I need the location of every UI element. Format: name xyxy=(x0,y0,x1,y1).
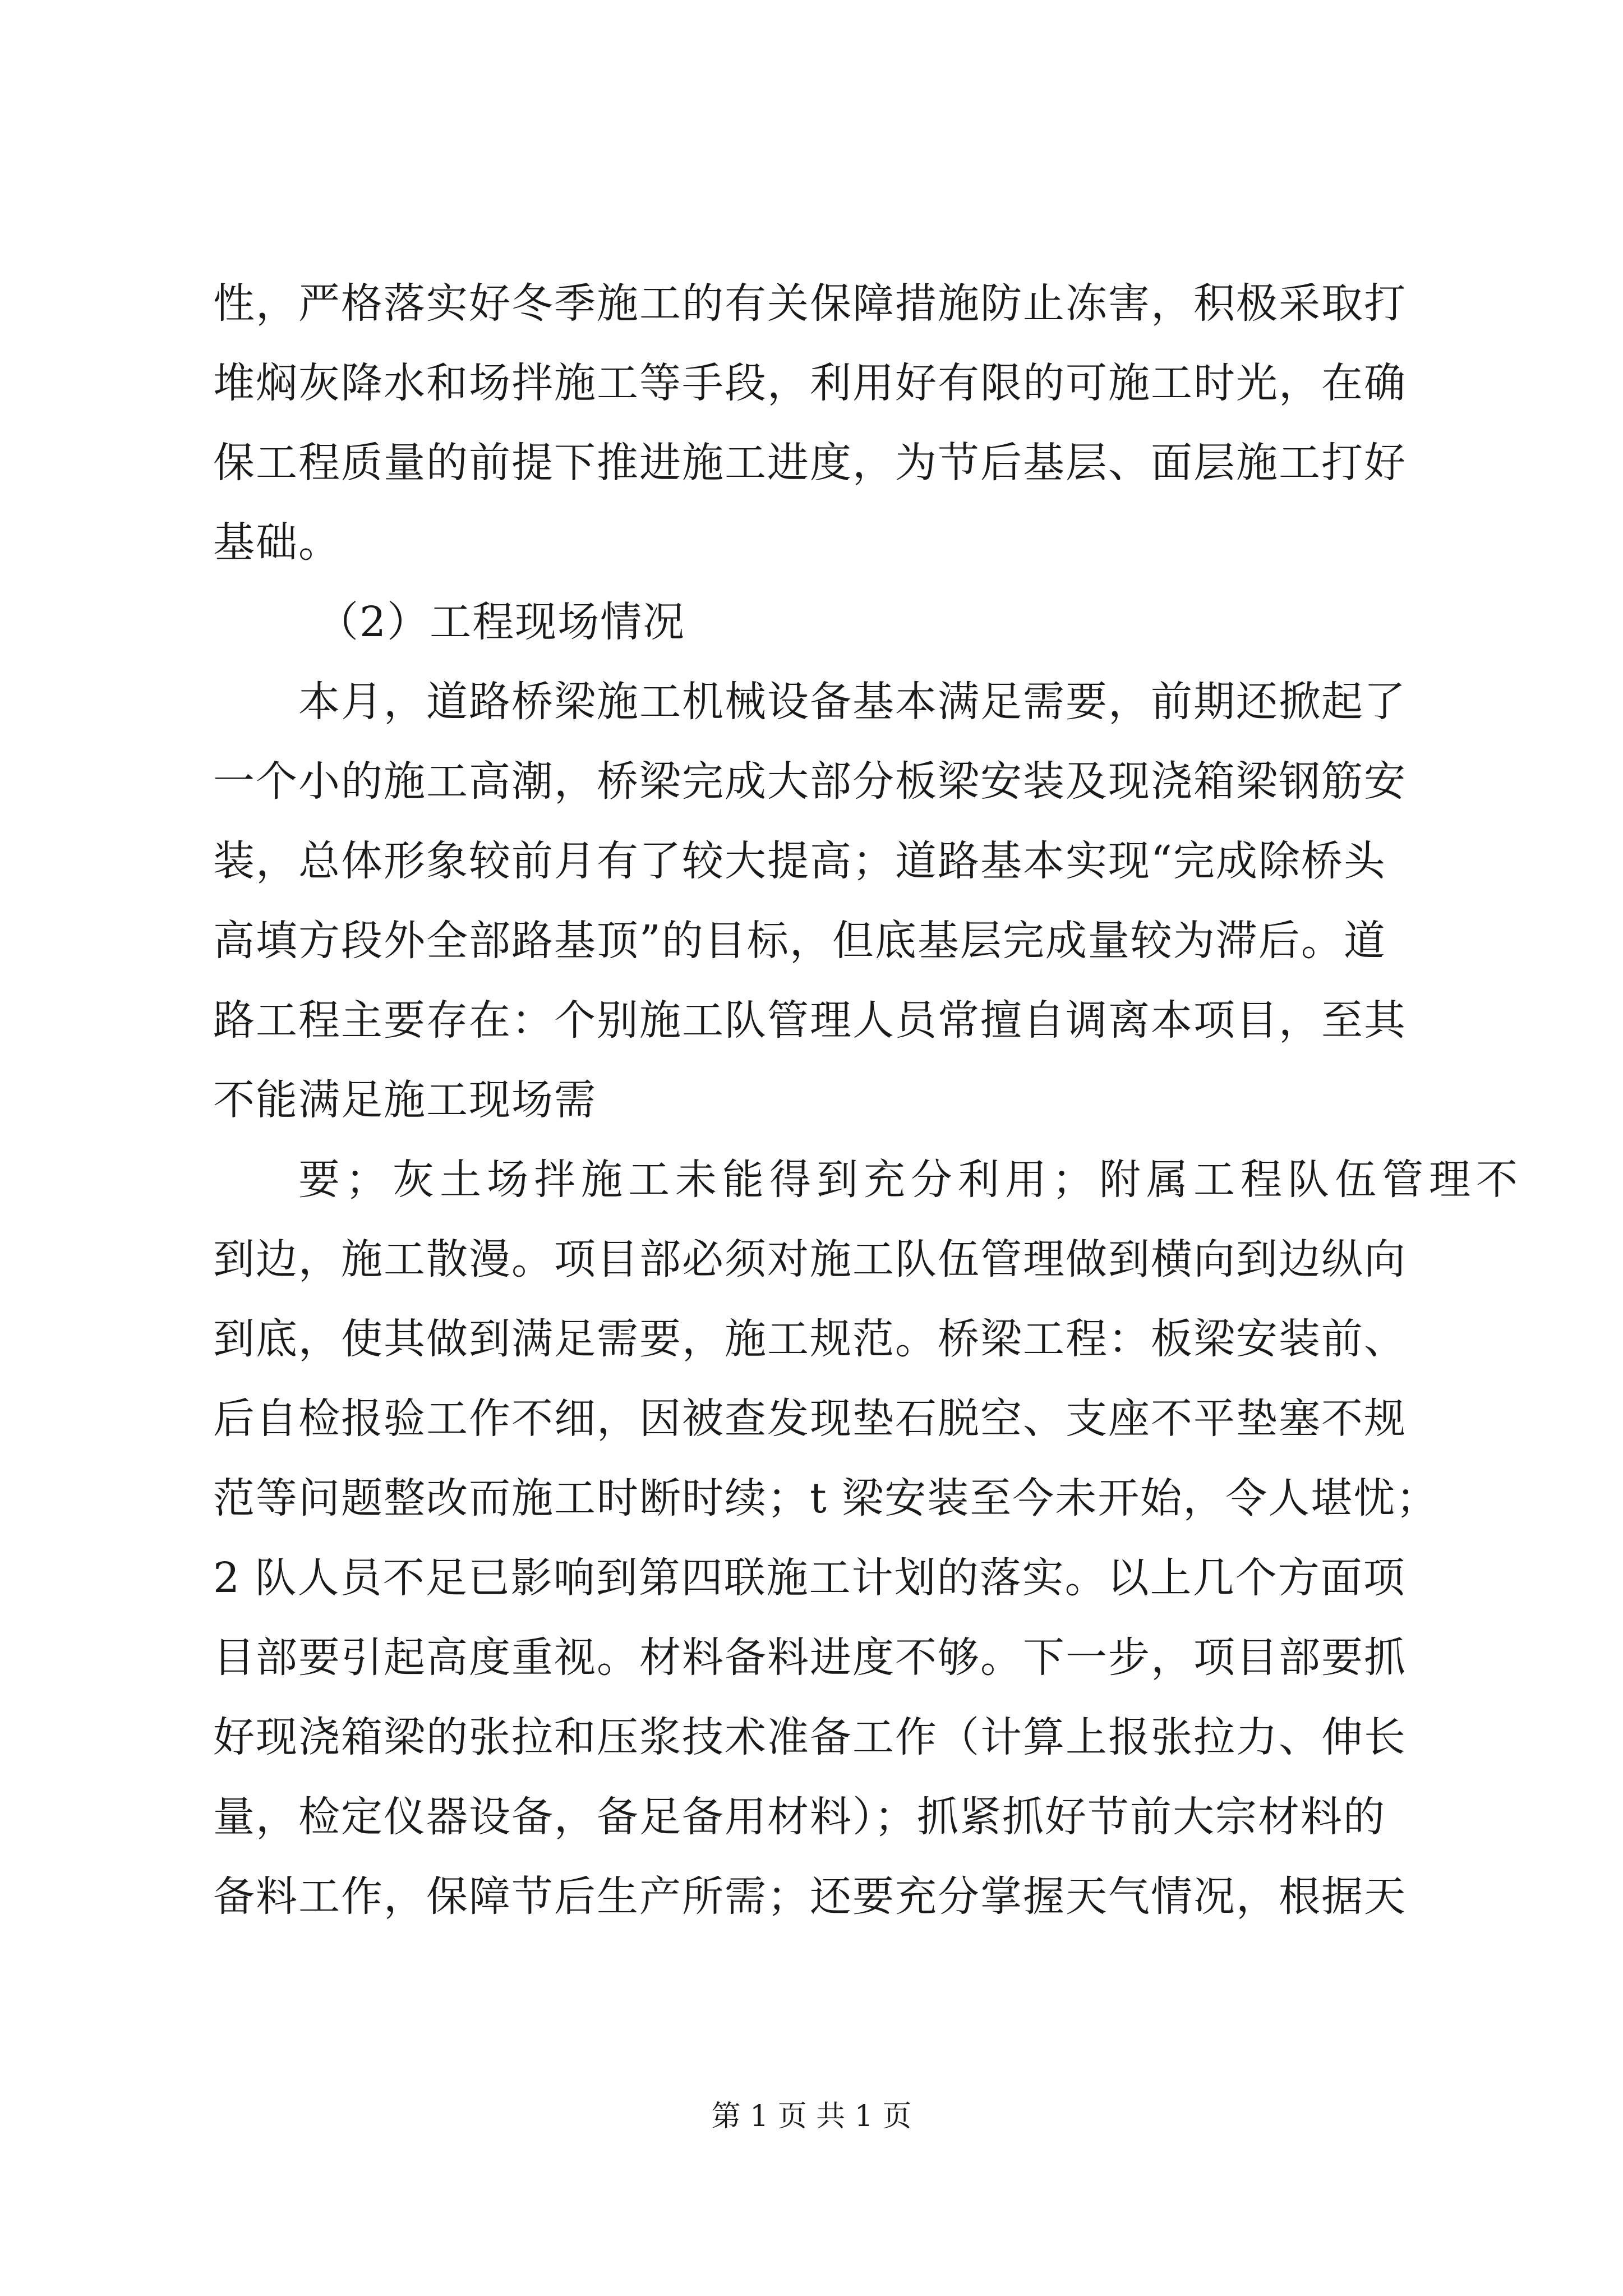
paragraph-line: 不能满足施工现场需 xyxy=(213,1076,597,1124)
document-body xyxy=(213,264,1523,1936)
paragraph-line: 目部要引起高度重视。材料备料进度不够。下一步，项目部要抓 xyxy=(213,1634,1407,1682)
paragraph-line: 堆焖灰降水和场拌施工等手段，利用好有限的可施工时光，在确 xyxy=(213,359,1407,407)
paragraph-line: 到底，使其做到满足需要，施工规范。桥梁工程：板梁安装前、 xyxy=(213,1315,1407,1363)
paragraph-line: 备料工作，保障节后生产所需；还要充分掌握天气情况，根据天 xyxy=(213,1872,1407,1921)
paragraph-line: 要；灰土场拌施工未能得到充分利用；附属工程队伍管理不 xyxy=(298,1156,1523,1204)
paragraph-line: 高填方段外全部路基顶”的目标，但底基层完成量较为滞后。道 xyxy=(213,917,1386,965)
paragraph-line: 到边，施工散漫。项目部必须对施工队伍管理做到横向到边纵向 xyxy=(213,1235,1407,1283)
paragraph-line: 后自检报验工作不细，因被查发现垫石脱空、支座不平垫塞不规 xyxy=(213,1395,1407,1443)
paragraph-line: 一个小的施工高潮，桥梁完成大部分板梁安装及现浇箱梁钢筋安 xyxy=(213,757,1407,806)
paragraph-line: 2 队人员不足已影响到第四联施工计划的落实。以上几个方面项 xyxy=(213,1554,1406,1602)
paragraph-line: 装，总体形象较前月有了较大提高；道路基本实现“完成除桥头 xyxy=(213,837,1386,885)
paragraph-line: 路工程主要存在：个别施工队管理人员常擅自调离本项目，至其 xyxy=(213,996,1407,1045)
paragraph-line: 基础。 xyxy=(213,518,341,567)
page-footer: 第 1 页 共 1 页 xyxy=(711,2100,912,2133)
section-heading: （2）工程现场情况 xyxy=(317,598,686,646)
paragraph-line: 本月，道路桥梁施工机械设备基本满足需要，前期还掀起了 xyxy=(298,678,1407,726)
paragraph-line: 量，检定仪器设备，备足备用材料）；抓紧抓好节前大宗材料的 xyxy=(213,1793,1386,1841)
paragraph-line: 性，严格落实好冬季施工的有关保障措施防止冻害，积极采取打 xyxy=(213,279,1407,328)
paragraph-line: 范等问题整改而施工时断时续；t 梁安装至今未开始，令人堪忧； xyxy=(213,1474,1439,1522)
paragraph-line: 好现浇箱梁的张拉和压浆技术准备工作（计算上报张拉力、伸长 xyxy=(213,1713,1407,1761)
paragraph-line: 保工程质量的前提下推进施工进度，为节后基层、面层施工打好 xyxy=(213,439,1407,487)
